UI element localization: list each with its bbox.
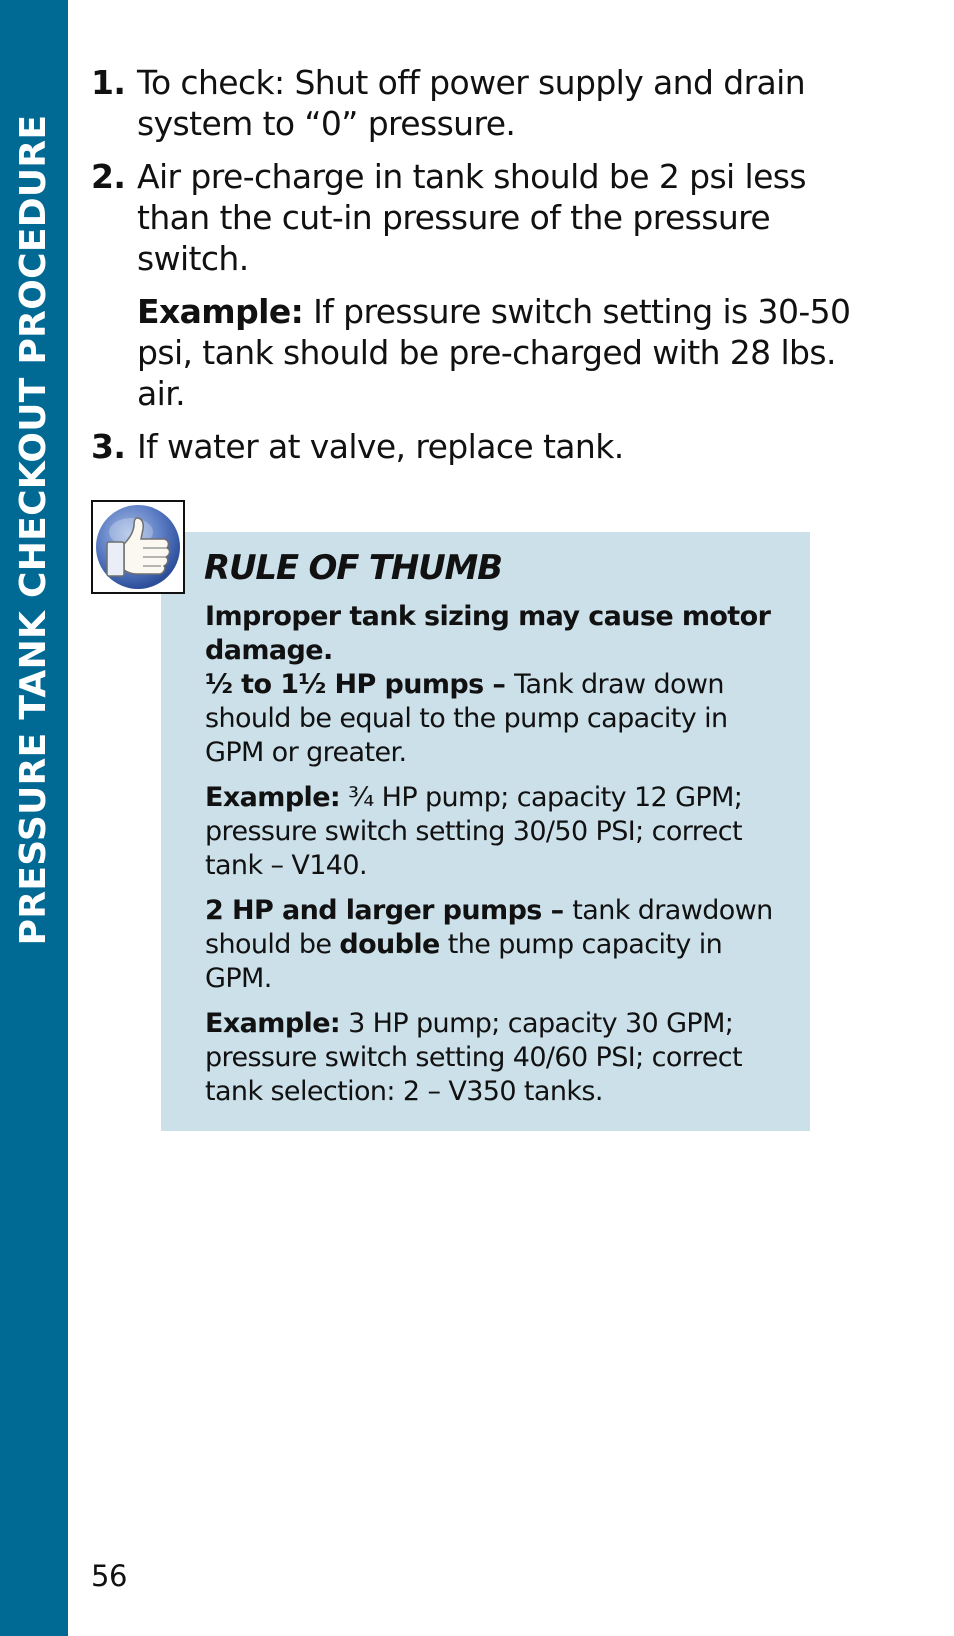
rule-warning: Improper tank sizing may cause motor damage. (205, 601, 771, 666)
rule-large-pumps-text-end: the pump capacity in GPM. (205, 929, 723, 994)
rule-small-pumps-text: Tank draw down should be equal to the pump capacity in GPM or greater. (205, 669, 728, 768)
rule-large-pumps (205, 894, 785, 996)
example-text: 3 HP pump; capacity 30 GPM; pressure switch setting 40/60 PSI; correct tank selection: 2 – V350 tanks. (205, 1008, 742, 1107)
rule-example-2 (205, 1007, 785, 1109)
thumbs-up-icon (91, 500, 185, 594)
step-number: 3. (91, 427, 126, 466)
step-text: If water at valve, replace tank. (137, 427, 624, 466)
rule-small-pumps-label: ½ to 1½ HP pumps – (205, 669, 515, 700)
procedure-step-1 (91, 62, 871, 144)
step-number: 2. (91, 157, 126, 196)
rule-small-pumps (205, 668, 785, 770)
step-number: 1. (91, 63, 126, 102)
procedure-steps (91, 62, 871, 479)
example-text: ¾ HP pump; capacity 12 GPM; pressure switch setting 30/50 PSI; correct tank – V140. (205, 782, 743, 881)
rule-of-thumb-title: RULE OF THUMB (204, 548, 502, 588)
procedure-step-2 (91, 156, 871, 414)
page-number: 56 (91, 1559, 127, 1593)
sidebar-section-title: PRESSURE TANK CHECKOUT PROCEDURE (13, 114, 54, 946)
rule-of-thumb-body (205, 600, 785, 1120)
step-text: Air pre-charge in tank should be 2 psi less than the cut-in pressure of the pressure switch. (137, 157, 806, 278)
rule-large-pumps-text: tank drawdown should be (205, 895, 773, 960)
rule-example-1 (205, 781, 785, 883)
example-text: If pressure switch setting is 30-50 psi, tank should be pre-charged with 28 lbs. air. (137, 292, 851, 413)
example-label: Example: (137, 292, 304, 331)
procedure-step-3 (91, 426, 871, 467)
step-text: To check: Shut off power supply and drain system to “0” pressure. (137, 63, 806, 143)
rule-large-pumps-label: 2 HP and larger pumps – (205, 895, 573, 926)
rule-large-pumps-emphasis: double (339, 929, 440, 960)
example-label: Example: (205, 782, 341, 813)
example-label: Example: (205, 1008, 341, 1039)
step-example (137, 291, 871, 414)
